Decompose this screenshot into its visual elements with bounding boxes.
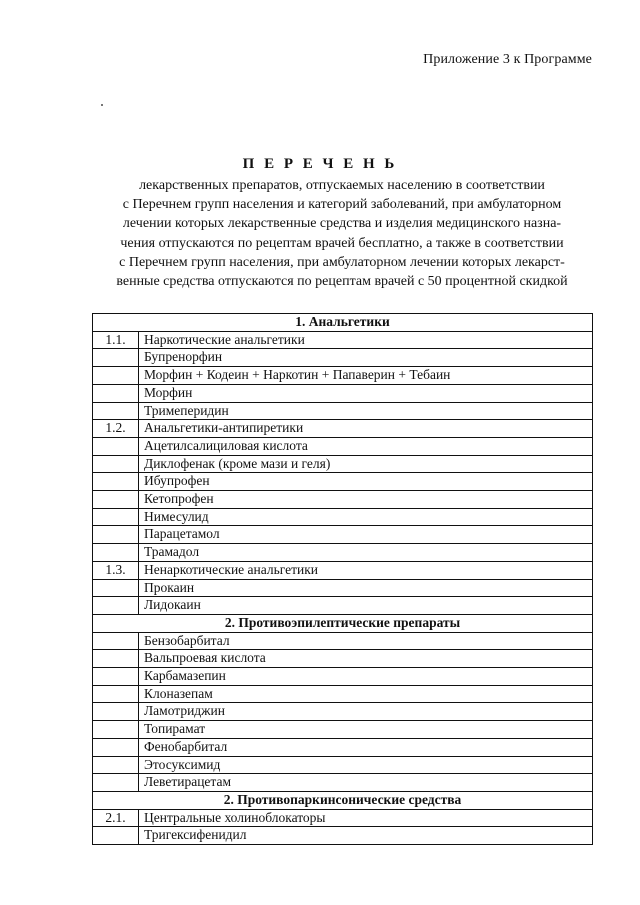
table-row xyxy=(93,650,593,668)
drug-name: Топирамат xyxy=(139,721,593,739)
drug-name: Центральные холиноблокаторы xyxy=(139,809,593,827)
appendix-label: Приложение 3 к Программе xyxy=(423,52,592,67)
table-row xyxy=(93,437,593,455)
section-title: 1. Анальгетики xyxy=(93,314,593,332)
drug-name: Морфин xyxy=(139,384,593,402)
subtitle-line: лечении которых лекарственные средства и изделия медицинского назна- xyxy=(122,216,562,232)
table-row xyxy=(93,331,593,349)
table-row xyxy=(93,384,593,402)
row-number xyxy=(93,473,139,491)
drug-name: Наркотические анальгетики xyxy=(139,331,593,349)
drug-name: Тримеперидин xyxy=(139,402,593,420)
drug-name: Морфин + Кодеин + Наркотин + Папаверин + Тебаин xyxy=(139,367,593,385)
row-number xyxy=(93,774,139,792)
table-row xyxy=(93,774,593,792)
row-number xyxy=(93,455,139,473)
drug-list-table xyxy=(92,313,593,845)
subtitle-line: венные средства отпускаются по рецептам врачей с 50 процентной скидкой xyxy=(116,274,568,290)
row-number: 1.1. xyxy=(93,331,139,349)
drug-name: Этосуксимид xyxy=(139,756,593,774)
row-number xyxy=(93,597,139,615)
table-row xyxy=(93,632,593,650)
row-number xyxy=(93,650,139,668)
drug-name: Бензобарбитал xyxy=(139,632,593,650)
table-row xyxy=(93,703,593,721)
row-number xyxy=(93,526,139,544)
subtitle-line: чения отпускаются по рецептам врачей бесплатно, а также в соответствии xyxy=(120,235,564,251)
drug-name: Парацетамол xyxy=(139,526,593,544)
section-header-row xyxy=(93,614,593,632)
table-row xyxy=(93,420,593,438)
row-number xyxy=(93,827,139,845)
table-row xyxy=(93,738,593,756)
section-title: 2. Противопаркинсонические средства xyxy=(93,791,593,809)
row-number xyxy=(93,402,139,420)
table-row xyxy=(93,491,593,509)
row-number xyxy=(93,544,139,562)
table-row xyxy=(93,579,593,597)
row-number xyxy=(93,738,139,756)
table-row xyxy=(93,473,593,491)
row-number xyxy=(93,685,139,703)
drug-name: Ненаркотические анальгетики xyxy=(139,561,593,579)
row-number xyxy=(93,579,139,597)
table-row xyxy=(93,685,593,703)
drug-list-body xyxy=(93,314,593,845)
row-number xyxy=(93,437,139,455)
row-number: 1.3. xyxy=(93,561,139,579)
drug-name: Трамадол xyxy=(139,544,593,562)
table-row xyxy=(93,668,593,686)
table-row xyxy=(93,455,593,473)
row-number xyxy=(93,384,139,402)
row-number xyxy=(93,668,139,686)
drug-name: Нимесулид xyxy=(139,508,593,526)
table-row xyxy=(93,827,593,845)
section-header-row xyxy=(93,791,593,809)
drug-name: Прокаин xyxy=(139,579,593,597)
row-number: 2.1. xyxy=(93,809,139,827)
drug-name: Лидокаин xyxy=(139,597,593,615)
table-row xyxy=(93,367,593,385)
drug-name: Карбамазепин xyxy=(139,668,593,686)
subtitle-line: с Перечнем групп населения и категорий заболеваний, при амбулаторном xyxy=(122,197,562,213)
drug-name: Анальгетики-антипиретики xyxy=(139,420,593,438)
table-row xyxy=(93,721,593,739)
section-header-row xyxy=(93,314,593,332)
table-row xyxy=(93,508,593,526)
row-number xyxy=(93,349,139,367)
drug-name: Бупренорфин xyxy=(139,349,593,367)
row-number xyxy=(93,703,139,721)
row-number xyxy=(93,508,139,526)
drug-name: Ламотриджин xyxy=(139,703,593,721)
table-row xyxy=(93,756,593,774)
table-row xyxy=(93,544,593,562)
drug-name: Ибупрофен xyxy=(139,473,593,491)
drug-name: Ацетилсалициловая кислота xyxy=(139,437,593,455)
subtitle-line: с Перечнем групп населения, при амбулаторном лечении которых лекарст- xyxy=(119,254,565,270)
drug-name: Кетопрофен xyxy=(139,491,593,509)
drug-name: Диклофенак (кроме мази и геля) xyxy=(139,455,593,473)
table-row xyxy=(93,809,593,827)
subtitle-line: лекарственных препаратов, отпускаемых населению в соответствии xyxy=(139,178,545,193)
table-row xyxy=(93,597,593,615)
drug-name: Тригексифенидил xyxy=(139,827,593,845)
row-number xyxy=(93,632,139,650)
table-row xyxy=(93,561,593,579)
scan-speck xyxy=(101,104,103,106)
document-subtitle xyxy=(82,176,602,291)
row-number xyxy=(93,367,139,385)
row-number xyxy=(93,756,139,774)
document-title: П Е Р Е Ч Е Н Ь xyxy=(242,156,398,172)
drug-name: Фенобарбитал xyxy=(139,738,593,756)
section-title: 2. Противоэпилептические препараты xyxy=(93,614,593,632)
row-number: 1.2. xyxy=(93,420,139,438)
table-row xyxy=(93,526,593,544)
drug-name: Вальпроевая кислота xyxy=(139,650,593,668)
drug-name: Клоназепам xyxy=(139,685,593,703)
table-row xyxy=(93,402,593,420)
drug-name: Леветирацетам xyxy=(139,774,593,792)
row-number xyxy=(93,721,139,739)
row-number xyxy=(93,491,139,509)
table-row xyxy=(93,349,593,367)
